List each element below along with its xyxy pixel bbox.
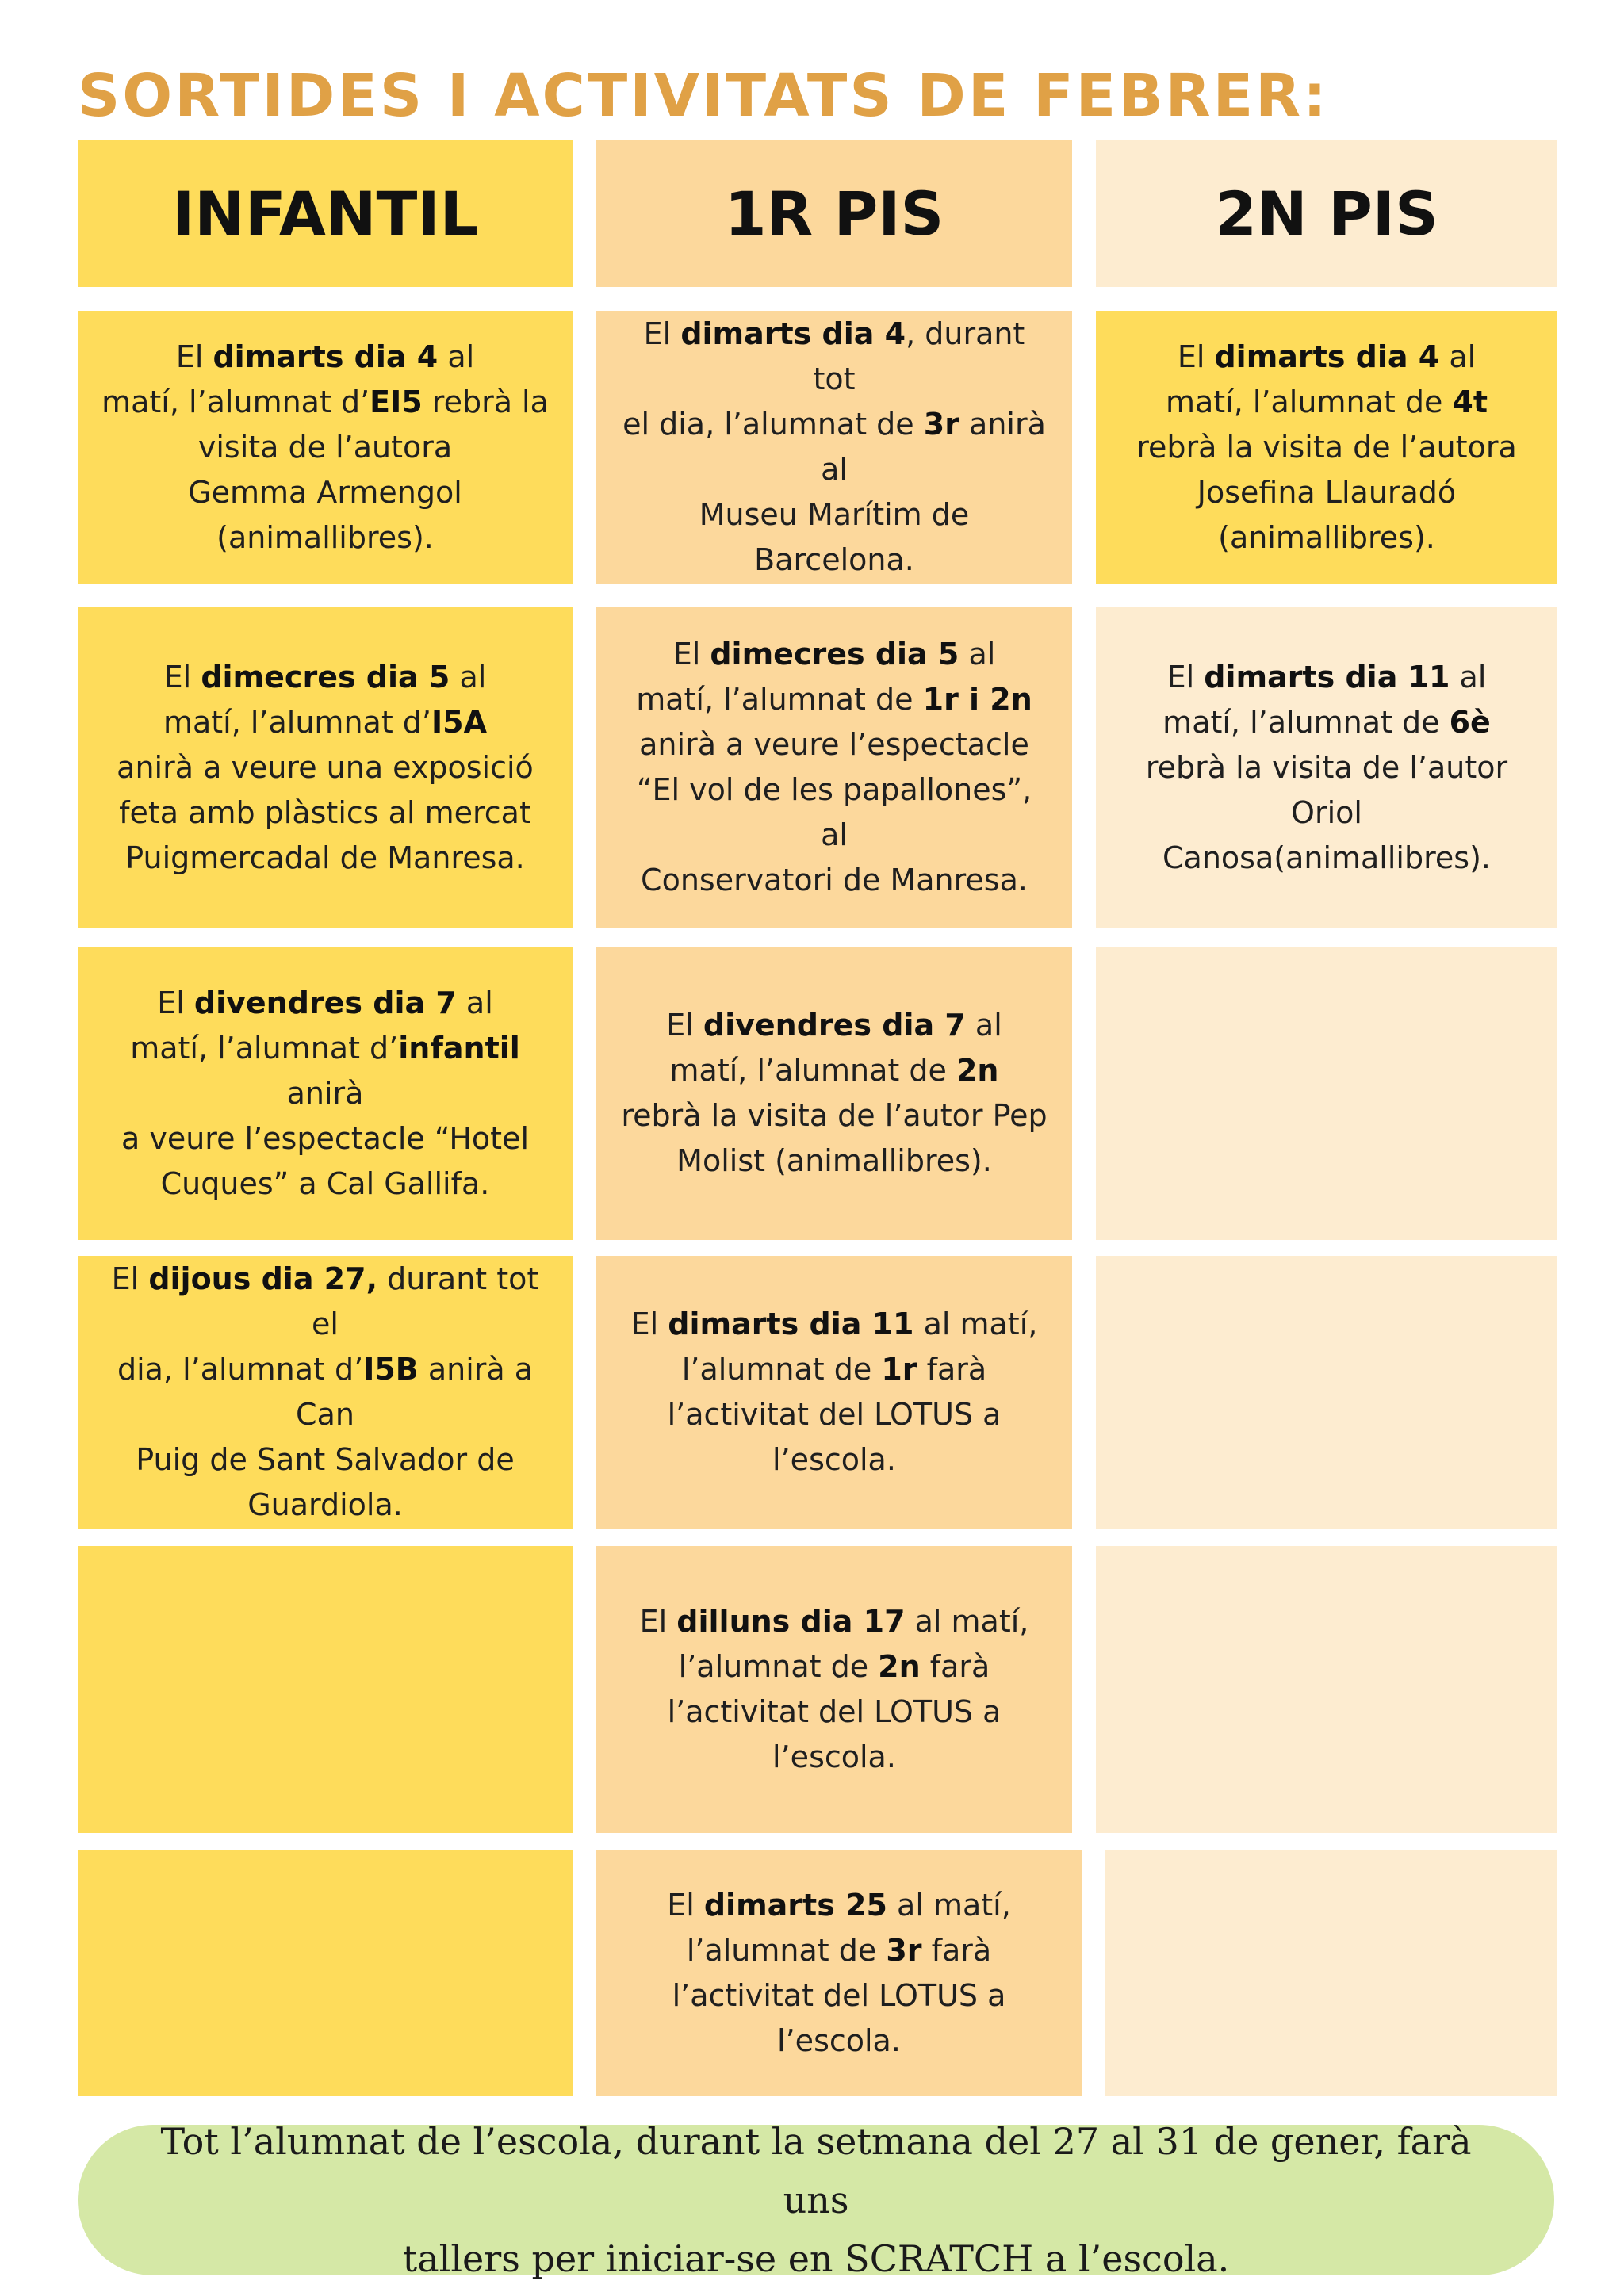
- cell-text: [640, 1599, 1029, 1780]
- cell-line: [102, 1257, 549, 1347]
- text-run: matí, l’alumnat de: [1162, 704, 1450, 740]
- text-run: feta amb plàstics al mercat: [119, 794, 531, 830]
- text-run: (animallibres).: [216, 519, 434, 555]
- text-run: rebrà la visita de l’autora: [1136, 429, 1517, 465]
- text-run: al: [438, 339, 475, 374]
- bold-run: I5B: [363, 1352, 419, 1387]
- cell-line: [621, 1048, 1047, 1093]
- text-run: al: [1450, 659, 1487, 695]
- cell-line: [667, 1928, 1011, 1973]
- text-run: matí, l’alumnat de: [1165, 384, 1453, 419]
- cell-line: [1136, 470, 1517, 515]
- banner-line-1: Tot l’alumnat de l’escola, durant la setmana del 27 al 31 de gener, farà uns: [160, 2120, 1472, 2221]
- text-run: l’activitat del LOTUS a: [667, 1694, 1002, 1729]
- text-run: l’escola.: [772, 1442, 896, 1477]
- pis2-cell-3: [1096, 947, 1557, 1240]
- text-run: al matí,: [914, 1307, 1038, 1341]
- text-run: El: [163, 659, 201, 695]
- text-run: l’alumnat de: [681, 1352, 882, 1387]
- cell-line: [1136, 425, 1517, 470]
- text-run: El: [667, 1888, 704, 1923]
- cell-text: [667, 1883, 1011, 2064]
- cell-line: [621, 1003, 1047, 1048]
- cell-line: [631, 1437, 1038, 1483]
- text-run: Gemma Armengol: [188, 474, 462, 510]
- text-run: El: [630, 1307, 668, 1341]
- text-run: El: [175, 339, 213, 374]
- text-run: Puigmercadal de Manresa.: [125, 840, 525, 875]
- text-run: l’escola.: [777, 2023, 901, 2058]
- cell-text: [117, 655, 534, 881]
- bold-run: EI5: [370, 384, 423, 419]
- text-run: al matí,: [905, 1604, 1029, 1639]
- cell-line: [102, 1483, 549, 1528]
- cell-line: [117, 745, 534, 790]
- bold-run: 2n: [956, 1053, 999, 1088]
- pis2-cell-1: [1096, 311, 1557, 584]
- text-run: Museu Marítim de Barcelona.: [699, 497, 970, 577]
- text-run: anirà: [286, 1075, 364, 1111]
- cell-line: [667, 1973, 1011, 2019]
- cell-line: [117, 655, 534, 700]
- pis1-cell-6: [596, 1850, 1082, 2096]
- text-run: farà: [917, 1352, 987, 1387]
- bold-run: 1r i 2n: [922, 682, 1032, 717]
- cell-line: [1136, 335, 1517, 380]
- bold-run: dimarts dia 11: [668, 1307, 914, 1341]
- cell-line: [620, 858, 1048, 903]
- cell-line: [620, 312, 1048, 402]
- text-run: anirà a veure una exposició: [117, 749, 534, 785]
- text-run: Puig de Sant Salvador de: [136, 1442, 515, 1477]
- cell-line: [640, 1689, 1029, 1735]
- text-run: rebrà la visita de l’autor Pep: [621, 1098, 1048, 1133]
- cell-line: [102, 1116, 549, 1161]
- text-run: El: [1177, 339, 1215, 374]
- cell-text: [1120, 655, 1534, 881]
- cell-line: [620, 492, 1048, 583]
- cell-text: [620, 312, 1048, 583]
- bold-run: 1r: [881, 1352, 917, 1387]
- bold-run: dilluns dia 17: [676, 1604, 906, 1639]
- cell-line: [620, 632, 1048, 677]
- infantil-cell-2: [78, 607, 573, 928]
- text-run: El: [643, 316, 681, 351]
- text-run: Molist (animallibres).: [676, 1143, 992, 1178]
- cell-line: [640, 1644, 1029, 1689]
- cell-line: [102, 470, 549, 515]
- cell-line: [640, 1735, 1029, 1780]
- cell-line: [102, 515, 549, 561]
- bold-run: divendres dia 7: [193, 985, 457, 1020]
- cell-line: [1120, 745, 1534, 836]
- cell-line: [631, 1302, 1038, 1347]
- cell-line: [1120, 700, 1534, 745]
- text-run: visita de l’autora: [197, 429, 453, 465]
- text-run: matí, l’alumnat d’: [102, 384, 370, 419]
- text-run: matí, l’alumnat de: [636, 682, 923, 717]
- header-infantil: INFANTIL: [78, 140, 573, 287]
- text-run: matí, l’alumnat d’: [163, 704, 432, 740]
- infantil-cell-4: [78, 1256, 573, 1529]
- text-run: El: [1166, 659, 1205, 695]
- bold-run: 4t: [1452, 384, 1488, 419]
- pis2-cell-4: [1096, 1256, 1557, 1529]
- text-run: El: [666, 1008, 703, 1043]
- cell-line: [620, 402, 1048, 492]
- infantil-cell-5: [78, 1546, 573, 1833]
- text-run: anirà al: [821, 407, 1046, 487]
- text-run: al: [1439, 339, 1477, 374]
- text-run: el dia, l’alumnat de: [622, 407, 924, 442]
- text-run: Conservatori de Manresa.: [641, 863, 1028, 897]
- bold-run: dijous dia 27,: [148, 1261, 378, 1296]
- cell-text: [631, 1302, 1038, 1483]
- text-run: Cuques” a Cal Gallifa.: [160, 1165, 490, 1201]
- cell-line: [631, 1392, 1038, 1437]
- banner-line-2: tallers per iniciar-se en SCRATCH a l’escola.: [402, 2237, 1230, 2280]
- text-run: anirà a Can: [296, 1352, 534, 1432]
- cell-text: [1136, 335, 1517, 561]
- text-run: Josefina Llauradó: [1197, 474, 1457, 510]
- pis1-cell-3: [596, 947, 1072, 1240]
- cell-line: [640, 1599, 1029, 1644]
- text-run: matí, l’alumnat de: [669, 1053, 956, 1088]
- cell-line: [667, 2019, 1011, 2064]
- bold-run: dimarts dia 4: [680, 316, 906, 351]
- pis1-cell-5: [596, 1546, 1072, 1833]
- cell-line: [102, 981, 549, 1026]
- header-1r-pis: 1R PIS: [596, 140, 1072, 287]
- cell-line: [102, 1161, 549, 1207]
- text-run: l’alumnat de: [686, 1933, 887, 1968]
- pis2-cell-5: [1096, 1546, 1557, 1833]
- text-run: anirà a veure l’espectacle: [639, 727, 1029, 762]
- cell-line: [620, 722, 1048, 767]
- text-run: al matí,: [887, 1888, 1011, 1923]
- text-run: “El vol de les papallones”, al: [636, 772, 1032, 852]
- cell-line: [621, 1138, 1047, 1184]
- bold-run: 2n: [878, 1649, 921, 1684]
- bold-run: 3r: [923, 407, 959, 442]
- cell-text: [620, 632, 1048, 903]
- header-2n-pis: 2N PIS: [1096, 140, 1557, 287]
- cell-line: [1120, 655, 1534, 700]
- bold-run: dimarts dia 11: [1204, 659, 1450, 695]
- cell-line: [102, 425, 549, 470]
- cell-text: [102, 335, 549, 561]
- footer-banner: [78, 2120, 1554, 2280]
- text-run: farà: [921, 1933, 992, 1968]
- text-run: Canosa(animallibres).: [1162, 840, 1491, 875]
- text-run: a veure l’espectacle “Hotel: [121, 1120, 530, 1156]
- infantil-cell-3: [78, 947, 573, 1240]
- cell-line: [667, 1883, 1011, 1928]
- text-run: al: [959, 637, 996, 672]
- bold-run: 3r: [886, 1933, 922, 1968]
- bold-run: dimecres dia 5: [201, 659, 450, 695]
- text-run: El: [157, 985, 194, 1020]
- cell-line: [117, 836, 534, 881]
- cell-line: [621, 1093, 1047, 1138]
- pis1-cell-2: [596, 607, 1072, 928]
- cell-line: [1136, 380, 1517, 425]
- page-title: SORTIDES I ACTIVITATS DE FEBRER:: [78, 62, 1329, 130]
- text-run: farà: [920, 1649, 990, 1684]
- cell-line: [102, 335, 549, 380]
- bold-run: I5A: [431, 704, 488, 740]
- text-run: al: [965, 1008, 1002, 1043]
- text-run: dia, l’alumnat d’: [117, 1352, 364, 1387]
- text-run: matí, l’alumnat d’: [130, 1030, 399, 1066]
- pis1-cell-1: [596, 311, 1072, 584]
- bold-run: 6è: [1449, 704, 1491, 740]
- text-run: Guardiola.: [247, 1487, 403, 1522]
- text-run: durant tot el: [312, 1261, 539, 1341]
- cell-line: [117, 790, 534, 836]
- cell-line: [620, 677, 1048, 722]
- text-run: l’activitat del LOTUS a: [672, 1978, 1006, 2013]
- text-run: al: [456, 985, 493, 1020]
- bold-run: dimarts dia 4: [213, 339, 439, 374]
- bold-run: dimecres dia 5: [710, 637, 959, 672]
- text-run: rebrà la visita de l’autor Oriol: [1145, 749, 1508, 830]
- cell-text: [102, 981, 549, 1207]
- text-run: (animallibres).: [1218, 519, 1435, 555]
- infantil-cell-1: [78, 311, 573, 584]
- cell-line: [102, 380, 549, 425]
- text-run: al: [450, 659, 487, 695]
- bold-run: dimarts 25: [703, 1888, 887, 1923]
- cell-line: [117, 700, 534, 745]
- cell-line: [631, 1347, 1038, 1392]
- bold-run: dimarts dia 4: [1214, 339, 1440, 374]
- text-run: l’alumnat de: [678, 1649, 879, 1684]
- cell-line: [1136, 515, 1517, 561]
- pis2-cell-2: [1096, 607, 1557, 928]
- cell-text: [102, 1257, 549, 1528]
- text-run: l’activitat del LOTUS a: [667, 1397, 1002, 1432]
- cell-line: [102, 1437, 549, 1483]
- text-run: El: [111, 1261, 149, 1296]
- pis2-cell-6: [1105, 1850, 1557, 2096]
- cell-line: [620, 767, 1048, 858]
- cell-line: [102, 1347, 549, 1437]
- pis1-cell-4: [596, 1256, 1072, 1529]
- bold-run: divendres dia 7: [703, 1008, 966, 1043]
- cell-line: [1120, 836, 1534, 881]
- text-run: rebrà la: [422, 384, 549, 419]
- cell-line: [102, 1026, 549, 1116]
- text-run: l’escola.: [772, 1739, 896, 1774]
- cell-text: [621, 1003, 1047, 1184]
- bold-run: infantil: [398, 1030, 520, 1066]
- text-run: El: [639, 1604, 677, 1639]
- text-run: El: [672, 637, 710, 672]
- text-run: , durant tot: [813, 316, 1025, 396]
- infantil-cell-6: [78, 1850, 573, 2096]
